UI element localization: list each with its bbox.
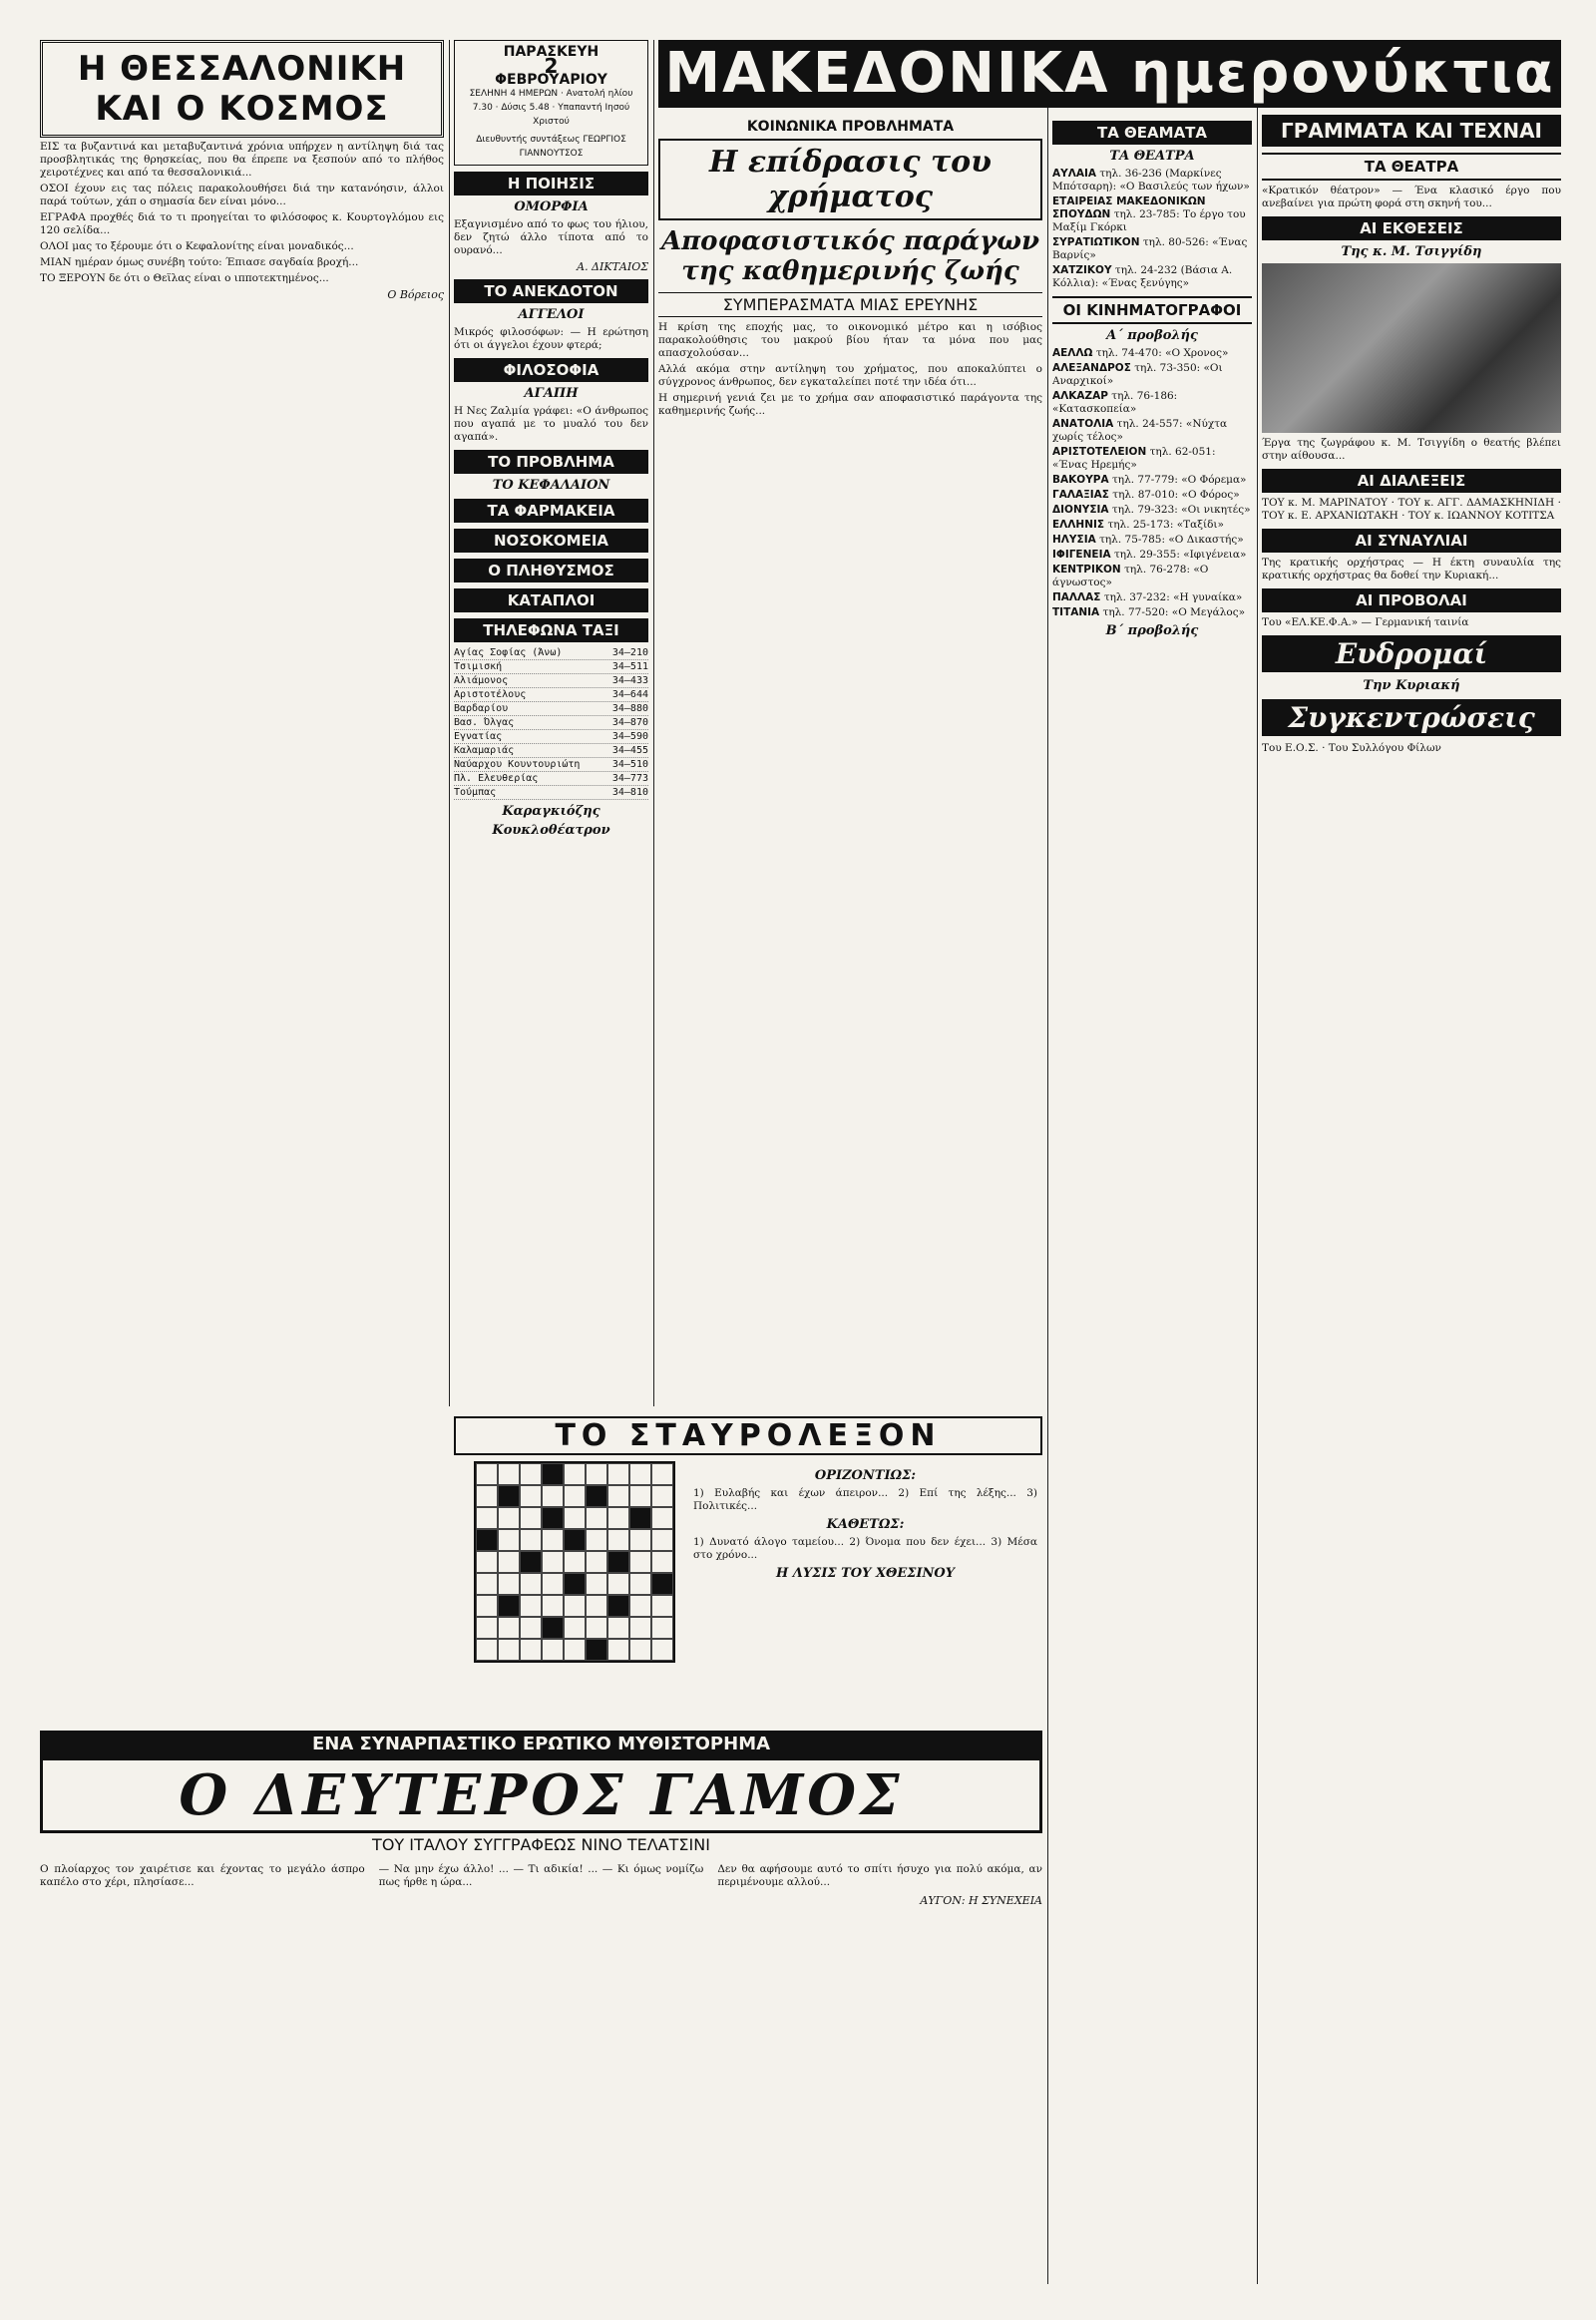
phone-name: Αλιάμονος (454, 675, 509, 686)
main-article (658, 115, 1042, 1406)
phone-name: Ναύαρχου Κουντουριώτη (454, 759, 581, 770)
column-rule (1047, 40, 1048, 2284)
listing-item (1052, 534, 1252, 547)
poetry-title: Η ΠΟΙΗΣΙΣ (454, 172, 648, 195)
pharmacies-title: ΤΑ ΦΑΡΜΑΚΕΙΑ (454, 499, 648, 523)
theaters-sub: ΤΑ ΘΕΑΤΡΑ (1109, 149, 1195, 164)
listing-text: τηλ. 74-470: «Ο Χρονος» (1095, 347, 1229, 359)
article-subheadline: Αποφασιστικός παράγων της καθημερινής ζωής (660, 226, 1040, 286)
arts-column (1262, 115, 1561, 2279)
crossword-grid (474, 1461, 675, 1663)
phone-number: 34—511 (611, 661, 648, 672)
phone-number: 34—433 (611, 675, 648, 686)
listing-name: ΙΦΙΓΕΝΕΙΑ (1052, 549, 1111, 561)
novel-author: ΤΟΥ ΙΤΑΛΟΥ ΣΥΓΓΡΑΦΕΩΣ ΝΙΝΟ ΤΕΛΑΤΣΙΝΙ (372, 1835, 710, 1854)
shows-title: ΤΑ ΘΕΑΜΑΤΑ (1052, 121, 1252, 145)
column-rule (1257, 40, 1258, 2284)
phone-number: 34—810 (611, 787, 648, 798)
date-info: ΣΕΛΗΝΗ 4 ΗΜΕΡΩΝ · Ανατολή ηλίου 7.30 · Δύσις 5.48 · Υπαπαντή Ιησού Χριστού (469, 89, 633, 127)
listing-item (1052, 474, 1252, 487)
first-run-sub: Α΄ προβολής (1106, 328, 1198, 343)
excursions-title: Ευδρομαί (1262, 635, 1561, 672)
cinemas-title: ΟΙ ΚΙΝΗΜΑΤΟΓΡΑΦΟΙ (1052, 296, 1252, 324)
listing-text: τηλ. 79-323: «Οι νικητές» (1111, 504, 1251, 516)
phone-number: 34—590 (611, 731, 648, 742)
phone-name: Τούμπας (454, 787, 497, 798)
phone-row (454, 744, 648, 758)
crossword-title: ΤΟ ΣΤΑΥΡΟΛΕΞΟΝ (454, 1416, 1042, 1455)
left-signature: Ο Βόρειος (387, 288, 444, 301)
arts-theaters-sub: ΤΑ ΘΕΑΤΡΑ (1262, 153, 1561, 181)
excursions-sub: Την Κυριακή (1363, 678, 1460, 693)
listing-name: ΓΑΛΑΞΙΑΣ (1052, 489, 1109, 501)
vertical-title: ΚΑΘΕΤΩΣ: (826, 1517, 905, 1532)
novel-text: Δεν θα αφήσουμε αυτό το σπίτι ήσυχο για πολύ ακόμα, αν περιμένουμε αλλού... (717, 1863, 1042, 1888)
left-paragraph: ΕΙΣ τα βυζαντινά και μεταβυζαντινά χρόνια υπήρχεν η αντίληψη διά τας προσβλητικάς της θρησκείας, που θα έπρεπε να ξεσπούν από το πλήθος χειροτέχνες και από τα θεσσαλονικιά... (40, 141, 444, 179)
left-paragraph: ΟΛΟΙ μας το ξέρουμε ότι ο Κεφαλονίτης είναι μοναδικός... (40, 240, 354, 252)
poem-signature: Α. ΔΙΚΤΑΙΟΣ (577, 260, 648, 273)
listing-name: ΑΕΛΛΩ (1052, 347, 1093, 359)
date-month: ΦΕΒΡΟΥΑΡΙΟΥ (495, 72, 607, 88)
poem-text: Εξαγνισμένο από το φως του ήλιου, δεν ζητώ άλλο τίποτα από το ουρανό... (454, 218, 648, 256)
date-box (454, 40, 648, 166)
listing-name: ΧΑΤΖΙΚΟΥ (1052, 264, 1112, 276)
gatherings-title: Συγκεντρώσεις (1262, 699, 1561, 736)
left-column (40, 40, 444, 1716)
listing-text: τηλ. 62-051: «Ένας Ηρεμής» (1052, 446, 1216, 471)
problem-sub: ΤΟ ΚΕΦΑΛΑΙΟΝ (492, 478, 610, 493)
problem-title: ΤΟ ΠΡΟΒΛΗΜΑ (454, 450, 648, 474)
phone-name: Καλαμαριάς (454, 745, 515, 756)
listing-item (1052, 564, 1252, 589)
left-paragraph: ΜΙΑΝ ημέραν όμως συνέβη τούτο: Έπιασε σαγδαία βροχή... (40, 256, 359, 268)
article-paragraph: Η κρίση της εποχής μας, το οικονομικό μέτρο και η ισόβιος παρακολούθησις του μακρού βίου ήταν τα μόνα που μας απασχολούσαν... (658, 321, 1042, 359)
article-paragraph: Αλλά ακόμα στην αντίληψη του χρήματος, που αποκαλύπτει ο σύγχρονος άνθρωπος, δεν εγκαταλείπει ποτέ την ιδέα ότι... (658, 363, 1042, 388)
article-subhead: ΣΥΜΠΕΡΑΣΜΑΤΑ ΜΙΑΣ ΕΡΕΥΝΗΣ (658, 292, 1042, 317)
listing-name: ΑΛΕΞΑΝΔΡΟΣ (1052, 362, 1131, 374)
hospitals-title: ΝΟΣΟΚΟΜΕΙΑ (454, 529, 648, 553)
arts-title: ΓΡΑΜΜΑΤΑ ΚΑΙ ΤΕΧΝΑΙ (1262, 115, 1561, 147)
exhibition-photo (1262, 263, 1561, 433)
listing-item (1052, 236, 1252, 262)
phone-number: 34—210 (611, 647, 648, 658)
phone-row (454, 758, 648, 772)
left-paragraph: ΟΣΟΙ έχουν εις τας πόλεις παρακολουθήσει διά την κατανόησιν, άλλοι παρά τούτων, χάπ ο σημασία δεν είναι μόνο... (40, 183, 444, 207)
phone-row (454, 702, 648, 716)
listing-item (1052, 362, 1252, 388)
phone-name: Βασ. Όλγας (454, 717, 515, 728)
listing-name: ΕΛΛΗΝΙΣ (1052, 519, 1105, 531)
listing-text: τηλ. 77-520: «Ο Μεγάλος» (1102, 606, 1245, 618)
horizontal-clues: 1) Ευλαβής και έχων άπειρον... 2) Επί της λέξης... 3) Πολιτικές... (693, 1487, 1037, 1512)
phone-number: 34—870 (611, 717, 648, 728)
phone-row (454, 660, 648, 674)
phone-row (454, 674, 648, 688)
phone-row (454, 646, 648, 660)
phone-row (454, 786, 648, 800)
left-paragraph: ΕΓΡΑΦΑ πρoχθές διά το τι προηγείται το φιλόσοφος κ. Κουρτογλόμου εις 120 σελίδα... (40, 211, 444, 236)
listing-item (1052, 446, 1252, 472)
crossword (454, 1416, 1042, 1716)
listing-item (1052, 504, 1252, 517)
listing-text: τηλ. 25-173: «Ταξίδι» (1107, 519, 1224, 531)
phone-name: Αγίας Σοφίας (Άνω) (454, 647, 563, 658)
listing-text: τηλ. 76-278: «Ο άγνωστος» (1052, 564, 1209, 588)
phone-name: Πλ. Ελευθερίας (454, 773, 539, 784)
phone-row (454, 730, 648, 744)
listing-text: τηλ. 87-010: «Ο Φόρος» (1112, 489, 1240, 501)
listing-name: ΣΥΡΑΤΙΩΤΙΚΟΝ (1052, 236, 1140, 248)
listing-name: ΑΥΛΑΙΑ (1052, 168, 1097, 180)
lectures-text: ΤΟΥ κ. Μ. ΜΑΡΙΝΑΤΟΥ · ΤΟΥ κ. ΑΓΓ. ΔΑΜΑΣΚΗΝΙΔΗ · ΤΟΥ κ. Ε. ΑΡΧΑΝΙΩΤΑΚΗ · ΤΟΥ κ. ΙΩΑΝΝΟΥ ΚΟΤΙΤΣΑ (1262, 497, 1561, 522)
listing-text: τηλ. 80-526: «Ένας Βαρνίς» (1052, 236, 1248, 261)
listing-item (1052, 519, 1252, 532)
listing-name: ΤΙΤΑΝΙΑ (1052, 606, 1100, 618)
listing-name: ΕΤΑΙΡΕΙΑΣ ΜΑΚΕΔΟΝΙΚΩΝ ΣΠΟΥΔΩΝ (1052, 195, 1206, 220)
philosophy-sub: ΑΓΑΠΗ (524, 386, 579, 401)
listing-name: ΚΕΝΤΡΙΚΟΝ (1052, 564, 1121, 576)
karagiozis-heading: Καραγκιόζης (502, 804, 600, 819)
novel-columns (40, 1860, 1042, 1892)
screenings-title: ΑΙ ΠΡΟΒΟΛΑΙ (1262, 588, 1561, 612)
listing-text: τηλ. 23-785: Το έργο του Μαξίμ Γκόρκι (1052, 208, 1246, 233)
listing-text: τηλ. 77-779: «Ο Φόρεμα» (1111, 474, 1247, 486)
vertical-clues: 1) Δυνατό άλογο ταμείου... 2) Όνομα που δεν έχει... 3) Μέσα στο χρόνο... (693, 1536, 1037, 1561)
listing-item (1052, 606, 1252, 619)
phone-number: 34—455 (611, 745, 648, 756)
anecdote-sub: ΑΓΓΕΛΟΙ (518, 307, 585, 322)
anecdote-title: ΤΟ ΑΝΕΚΔΟΤΟΝ (454, 279, 648, 303)
date-number: 2 (544, 54, 559, 78)
concerts-title: ΑΙ ΣΥΝΑΥΛΙΑΙ (1262, 529, 1561, 553)
philosophy-title: ΦΙΛΟΣΟΦΙΑ (454, 358, 648, 382)
poem-name: ΟΜΟΡΦΙΑ (514, 199, 589, 214)
listing-text: τηλ. 73-350: «Οι Αναρχικοί» (1052, 362, 1223, 387)
article-paragraph: Η σημερινή γενιά ζει με το χρήμα σαν αποφασιστικό παράγοντα της καθημερινής ζωής... (658, 392, 1042, 417)
phone-name: Εγνατίας (454, 731, 503, 742)
phone-number: 34—880 (611, 703, 648, 714)
article-headline: Η επίδρασις του χρήματος (658, 139, 1042, 220)
listing-item (1052, 347, 1252, 360)
arts-paragraph: «Κρατικόν θέατρον» — Ένα κλασικό έργο που ανεβαίνει για πρώτη φορά στη σκηνή του... (1262, 185, 1561, 209)
taxi-phone-list (454, 646, 648, 800)
exhibition-text: Έργα της ζωγράφου κ. Μ. Τσιγγίδη ο θεατής βλέπει στην αίθουσα... (1262, 437, 1561, 462)
listing-name: ΔΙΟΝΥΣΙΑ (1052, 504, 1109, 516)
listing-name: ΑΛΚΑΖΑΡ (1052, 390, 1108, 402)
novel-title: Ο ΔΕΥΤΕΡΟΣ ΓΑΜΟΣ (40, 1757, 1042, 1833)
listing-item (1052, 549, 1252, 562)
novel-kicker: ΕΝΑ ΣΥΝΑΡΠΑΣΤΙΚΟ ΕΡΩΤΙΚΟ ΜΥΘΙΣΤΟΡΗΜΑ (40, 1731, 1042, 1757)
phone-name: Τσιμισκή (454, 661, 503, 672)
listing-name: ΑΝΑΤΟΛΙΑ (1052, 418, 1114, 430)
listing-text: τηλ. 75-785: «Ο Δικαστής» (1099, 534, 1244, 546)
masthead: ΜΑΚΕΔΟΝΙΚΑ ημερονύκτια (658, 40, 1561, 108)
listing-name: ΒΑΚΟΥΡΑ (1052, 474, 1109, 486)
anecdote-text: Μικρός φιλοσόφων: — Η ερώτηση ότι οι άγγελοι έχουν φτερά; (454, 326, 648, 351)
horizontal-title: ΟΡΙΖΟΝΤΙΩΣ: (814, 1468, 917, 1483)
gatherings-text: Του Ε.Ο.Σ. · Του Συλλόγου Φίλων (1262, 742, 1441, 754)
listing-text: τηλ. 24-232 (Βάσια Α. Κόλλια): «Ένας ξενύγης» (1052, 264, 1233, 289)
listing-item (1052, 591, 1252, 604)
phone-row (454, 716, 648, 730)
editor-credit: Διευθυντής συντάξεως ΓΕΩΡΓΙΟΣ ΓΙΑΝΝΟΥΤΣΟΣ (476, 135, 626, 159)
concerts-text: Της κρατικής ορχήστρας — Η έκτη συναυλία της κρατικής ορχήστρας θα δοθεί την Κυριακή... (1262, 557, 1561, 581)
exhibition-sub: Της κ. Μ. Τσιγγίδη (1341, 244, 1482, 259)
shows-column (1052, 115, 1252, 2279)
population-title: Ο ΠΛΗΘΥΣΜΟΣ (454, 559, 648, 582)
second-run-sub: Β΄ προβολής (1105, 623, 1199, 638)
novel-text: Ο πλοίαρχος τον χαιρέτισε και έχοντας το μεγάλο άσπρο καπέλο στο χέρι, πλησίασε... (40, 1863, 365, 1888)
phone-name: Αριστοτέλους (454, 689, 527, 700)
column-rule (449, 40, 450, 1406)
listing-text: τηλ. 76-186: «Κατασκοπεία» (1052, 390, 1178, 415)
screenings-text: Του «ΕΛ.ΚΕ.Φ.Α.» — Γερμανική ταινία (1262, 616, 1469, 628)
listing-name: ΗΛΥΣΙΑ (1052, 534, 1096, 546)
novel-continuation: ΑΥΓΟΝ: Η ΣΥΝΕΧΕΙΑ (920, 1894, 1042, 1907)
listing-item (1052, 418, 1252, 444)
phone-name: Βαρδαρίου (454, 703, 509, 714)
phone-number: 34—773 (611, 773, 648, 784)
phone-number: 34—510 (611, 759, 648, 770)
listing-text: τηλ. 24-557: «Νύχτα χωρίς τέλος» (1052, 418, 1228, 443)
phone-number: 34—644 (611, 689, 648, 700)
solution-title: Η ΛΥΣΙΣ ΤΟΥ ΧΘΕΣΙΝΟΥ (775, 1566, 956, 1581)
date-day: ΠΑΡΑΣΚΕΥΗ (503, 44, 599, 60)
puppet-theatre-heading: Κουκλοθέατρον (492, 823, 610, 838)
lectures-title: ΑΙ ΔΙΑΛΕΞΕΙΣ (1262, 469, 1561, 493)
info-column (454, 40, 648, 1406)
serial-novel (40, 1731, 1042, 2289)
listing-item (1052, 168, 1252, 193)
listing-item (1052, 195, 1252, 234)
phone-row (454, 688, 648, 702)
phone-row (454, 772, 648, 786)
exhibitions-title: ΑΙ ΕΚΘΕΣΕΙΣ (1262, 216, 1561, 240)
left-title: Η ΘΕΣΣΑΛΟΝΙΚΗ ΚΑΙ Ο ΚΟΣΜΟΣ (40, 40, 444, 138)
listing-name: ΠΑΛΛΑΣ (1052, 591, 1101, 603)
listing-text: τηλ. 36-236 (Μαρκίνες Μπότσαρη): «Ο Βασιλεύς των ήχων» (1052, 168, 1250, 193)
listing-item (1052, 390, 1252, 416)
novel-text: — Να μην έχω άλλο! ... — Τι αδικία! ... — Κι όμως νομίζω πως ήρθε η ώρα... (378, 1863, 704, 1888)
crossword-clues (693, 1464, 1037, 1585)
article-kicker: ΚΟΙΝΩΝΙΚΑ ΠΡΟΒΛΗΜΑΤΑ (746, 119, 955, 135)
left-paragraph: ΤΟ ΞΕΡΟΥΝ δε ότι ο Θεϊλας είναι ο ιπποτεκτημένος... (40, 272, 329, 284)
listing-item (1052, 264, 1252, 290)
listing-item (1052, 489, 1252, 502)
listing-text: τηλ. 29-355: «Ιφιγένεια» (1113, 549, 1247, 561)
taxi-phones-title: ΤΗΛΕΦΩΝΑ ΤΑΞΙ (454, 618, 648, 642)
column-rule (653, 40, 654, 1406)
philosophy-text: Η Νες Ζαλμία γράφει: «Ο άνθρωπος που αγαπά με το μυαλό του δεν αγαπά». (454, 405, 648, 443)
arrivals-title: ΚΑΤΑΠΛΟΙ (454, 588, 648, 612)
listing-text: τηλ. 37-232: «Η γυναίκα» (1103, 591, 1243, 603)
listing-name: ΑΡΙΣΤΟΤΕΛΕΙΟΝ (1052, 446, 1147, 458)
